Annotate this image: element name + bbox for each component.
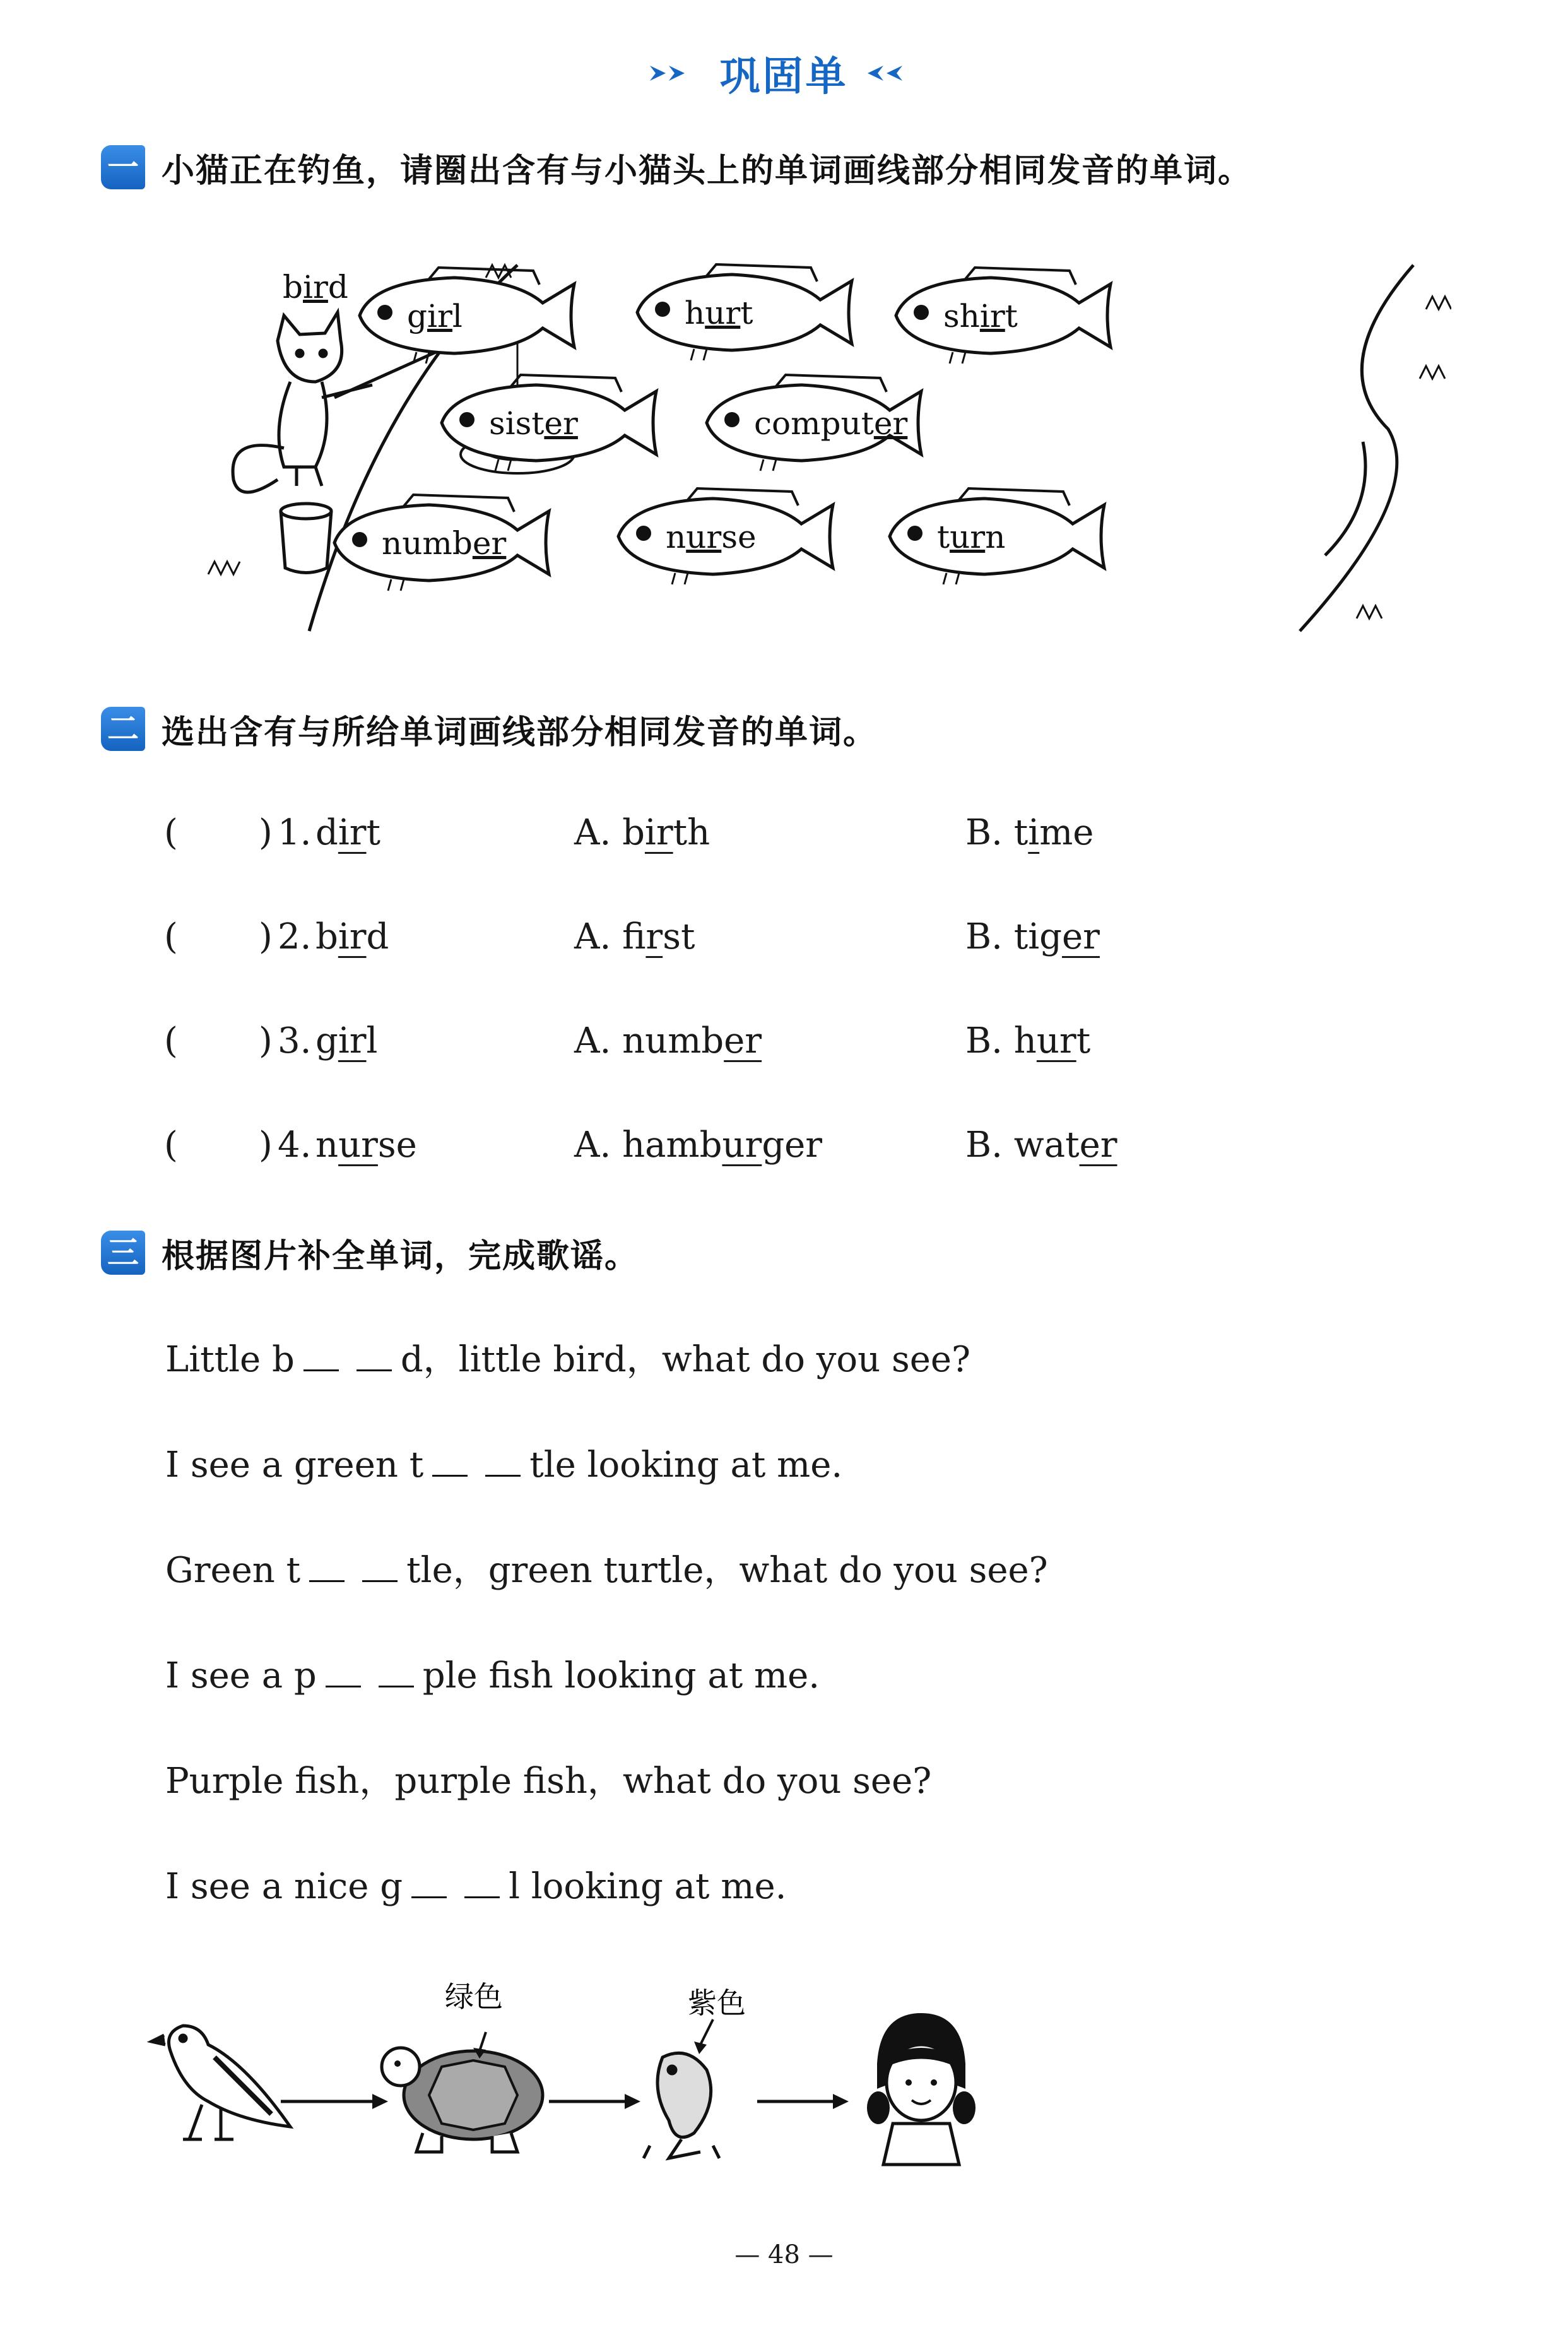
chant-sequence-illustration: [145, 1956, 1029, 2196]
fish-word: hurt: [685, 295, 753, 331]
fish-word: nurse: [666, 519, 757, 555]
letter-blank[interactable]: [411, 1871, 447, 1898]
chant-line: I see a green t tle looking at me.: [165, 1445, 843, 1486]
option-a[interactable]: A. first: [574, 916, 695, 957]
section-instruction: 根据图片补全单词，完成歌谣。: [162, 1237, 639, 1275]
question-number: 2.: [278, 916, 312, 957]
page-number: — 48 —: [734, 2240, 834, 2269]
letter-blank[interactable]: [309, 1555, 345, 1582]
answer-paren-open[interactable]: (: [164, 1125, 178, 1166]
answer-paren-open[interactable]: (: [164, 1020, 178, 1061]
section-1-header: [101, 139, 1252, 196]
double-arrow-left-icon: [852, 61, 921, 86]
bucket-icon: [281, 504, 331, 573]
chant-line: Purple fish，purple fish，what do you see?: [165, 1761, 932, 1802]
turtle-icon: [382, 2048, 543, 2152]
fish-word: computer: [754, 405, 908, 442]
cat-icon: [233, 312, 372, 492]
section-number-badge: 三: [101, 1231, 145, 1275]
letter-blank[interactable]: [357, 1344, 392, 1371]
question-word: bird: [315, 916, 389, 957]
chant-line: Little b d，little bird，what do you see?: [165, 1339, 971, 1380]
green-label: 绿色: [445, 1980, 503, 2014]
fish-word: shirt: [943, 298, 1018, 334]
fish-number[interactable]: [334, 495, 549, 591]
fish-word: girl: [407, 298, 463, 334]
chant-line: Green t tle，green turtle，what do you see?: [165, 1550, 1048, 1591]
question-number: 1.: [278, 812, 312, 853]
answer-paren-close: ): [259, 812, 273, 853]
option-b[interactable]: B. water: [965, 1125, 1117, 1166]
page-header: [0, 44, 1568, 102]
question-word: nurse: [315, 1125, 417, 1166]
fishing-cat-illustration: [189, 240, 1451, 644]
cat-word: bird: [283, 269, 348, 305]
option-b[interactable]: B. tiger: [965, 916, 1100, 957]
page-title: 巩固单: [719, 54, 849, 100]
option-b[interactable]: B. hurt: [965, 1020, 1091, 1061]
chant-line: I see a p ple fish looking at me.: [165, 1655, 820, 1696]
answer-paren-open[interactable]: (: [164, 812, 178, 853]
bird-icon: [151, 2026, 290, 2139]
fish-computer[interactable]: [707, 375, 921, 471]
fish-word: turn: [937, 519, 1006, 555]
chant-line: I see a nice g l looking at me.: [165, 1866, 787, 1907]
answer-paren-close: ): [259, 916, 273, 957]
purple-label: 紫色: [688, 1986, 746, 2020]
letter-blank[interactable]: [326, 1660, 361, 1687]
letter-blank[interactable]: [464, 1871, 500, 1898]
question-word: girl: [315, 1020, 378, 1061]
fish-hurt[interactable]: [637, 264, 852, 360]
letter-blank[interactable]: [362, 1555, 398, 1582]
fish-word: number: [382, 525, 507, 562]
fish-girl[interactable]: [360, 268, 574, 363]
double-arrow-right-icon: [647, 61, 716, 86]
letter-blank[interactable]: [485, 1450, 521, 1477]
answer-paren-open[interactable]: (: [164, 916, 178, 957]
fish-sister[interactable]: [442, 375, 656, 471]
section-number-badge: 二: [101, 707, 145, 751]
fish-turn[interactable]: [890, 488, 1104, 584]
girl-icon: [867, 2013, 976, 2165]
question-number: 4.: [278, 1125, 312, 1166]
letter-blank[interactable]: [304, 1344, 339, 1371]
section-instruction: 小猫正在钓鱼，请圈出含有与小猫头上的单词画线部分相同发音的单词。: [162, 151, 1253, 190]
section-2-header: [101, 700, 877, 757]
section-instruction: 选出含有与所给单词画线部分相同发音的单词。: [162, 713, 878, 752]
question-number: 3.: [278, 1020, 312, 1061]
answer-paren-close: ): [259, 1125, 273, 1166]
option-a[interactable]: A. birth: [574, 812, 710, 853]
purple-fish-icon: [644, 2053, 719, 2158]
option-a[interactable]: A. hamburger: [574, 1125, 823, 1166]
question-word: dirt: [315, 812, 381, 853]
option-a[interactable]: A. number: [574, 1020, 762, 1061]
fish-nurse[interactable]: [618, 488, 833, 584]
section-3-header: [101, 1224, 639, 1281]
fish-word: sister: [489, 405, 578, 442]
section-number-badge: 一: [101, 145, 145, 189]
answer-paren-close: ): [259, 1020, 273, 1061]
letter-blank[interactable]: [379, 1660, 414, 1687]
fish-shirt[interactable]: [896, 268, 1111, 363]
option-b[interactable]: B. time: [965, 812, 1094, 853]
letter-blank[interactable]: [432, 1450, 468, 1477]
